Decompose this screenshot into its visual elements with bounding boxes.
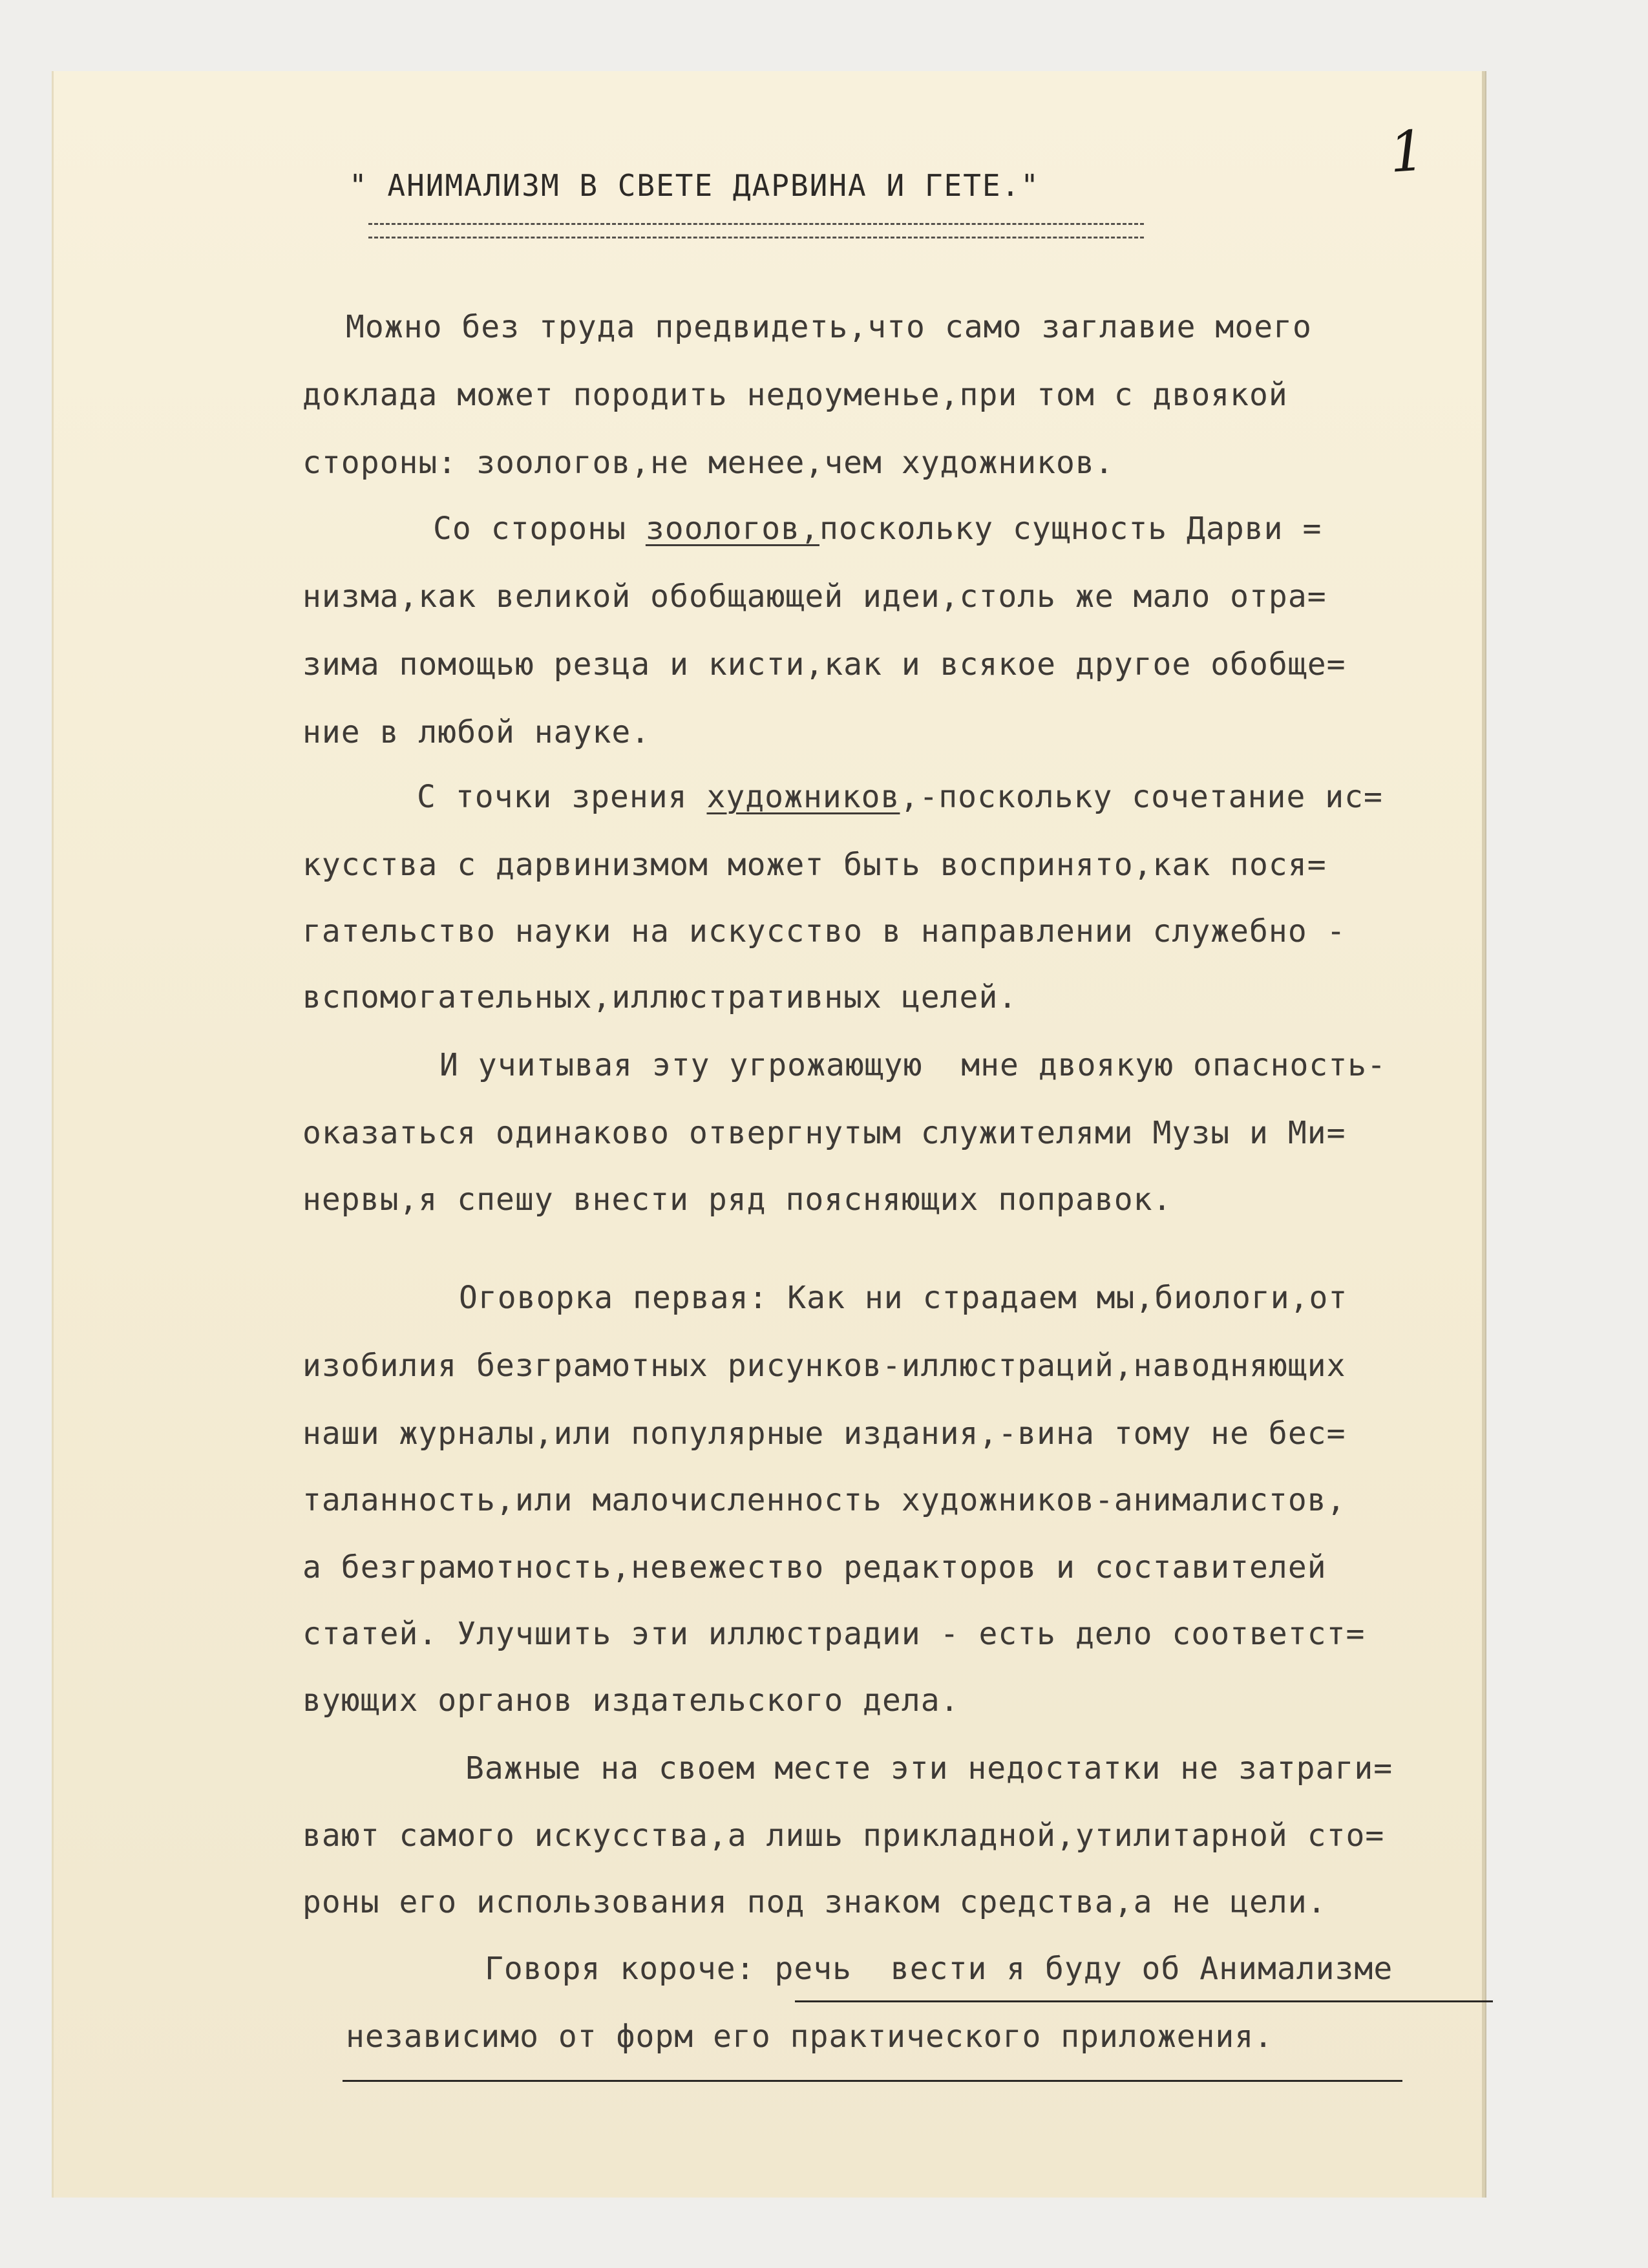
text-line: гательство науки на искусство в направлении служебно - bbox=[302, 913, 1346, 949]
text-line: кусства с дарвинизмом может быть воспринято,как пося= bbox=[302, 847, 1327, 883]
text-line: ние в любой науке. bbox=[302, 714, 651, 750]
text-line: зима помощью резца и кисти,как и всякое другое обобще= bbox=[302, 646, 1346, 683]
text-line: таланность,или малочисленность художников-анималистов, bbox=[302, 1482, 1346, 1518]
text-segment: ,-поскольку сочетание ис= bbox=[900, 779, 1383, 815]
text-line: а безграмотность,невежество редакторов и составителей bbox=[302, 1549, 1327, 1585]
text-line: нервы,я спешу внести ряд поясняющих поправок. bbox=[302, 1182, 1172, 1218]
text-line bbox=[433, 511, 1322, 547]
text-line: наши журналы,или популярные издания,-вина тому не бес= bbox=[302, 1415, 1346, 1452]
text-line: роны его использования под знаком средства,а не цели. bbox=[302, 1884, 1327, 1920]
document-title: " АНИМАЛИЗМ В СВЕТЕ ДАРВИНА И ГЕТЕ." bbox=[349, 168, 1040, 203]
title-double-underline bbox=[368, 223, 1144, 238]
text-line: стороны: зоологов,не менее,чем художников. bbox=[302, 445, 1114, 481]
text-line: изобилия безграмотных рисунков-иллюстраций,наводняющих bbox=[302, 1348, 1346, 1384]
page-number: 1 bbox=[1387, 118, 1428, 185]
text-segment: поскольку сущность Дарви = bbox=[819, 511, 1322, 547]
text-segment: С точки зрения bbox=[417, 779, 707, 815]
text-line: Важные на своем месте эти недостатки не затраги= bbox=[465, 1750, 1393, 1786]
text-segment: Со стороны bbox=[433, 511, 646, 547]
text-line: вспомогательных,иллюстративных целей. bbox=[302, 979, 1018, 1015]
underlined-word: художников bbox=[706, 779, 900, 815]
text-line: вают самого искусства,а лишь прикладной,утилитарной сто= bbox=[302, 1818, 1385, 1854]
text-line: статей. Улучшить эти иллюстрадии - есть дело соответст= bbox=[302, 1616, 1366, 1652]
text-line: доклада может породить недоуменье,при том с двоякой bbox=[302, 377, 1288, 413]
pen-underline bbox=[795, 2000, 1493, 2002]
text-line: вующих органов издательского дела. bbox=[302, 1682, 960, 1719]
text-line bbox=[417, 779, 1383, 815]
text-line: низма,как великой обобщающей идеи,столь же мало отра= bbox=[302, 578, 1327, 615]
pen-underline bbox=[343, 2080, 1402, 2082]
text-line: Оговорка первая: Как ни страдаем мы,биологи,от bbox=[459, 1280, 1348, 1316]
text-line: независимо от форм его практического приложения. bbox=[346, 2019, 1274, 2055]
underlined-word: зоологов, bbox=[645, 511, 819, 547]
text-line: И учитывая эту угрожающую мне двоякую опасность- bbox=[439, 1047, 1387, 1083]
text-line: Можно без труда предвидеть,что само заглавие моего bbox=[346, 309, 1312, 345]
text-line: Говоря короче: речь вести я буду об Анимализме bbox=[485, 1951, 1393, 1987]
text-line: оказаться одинаково отвергнутым служителями Музы и Ми= bbox=[302, 1115, 1346, 1151]
